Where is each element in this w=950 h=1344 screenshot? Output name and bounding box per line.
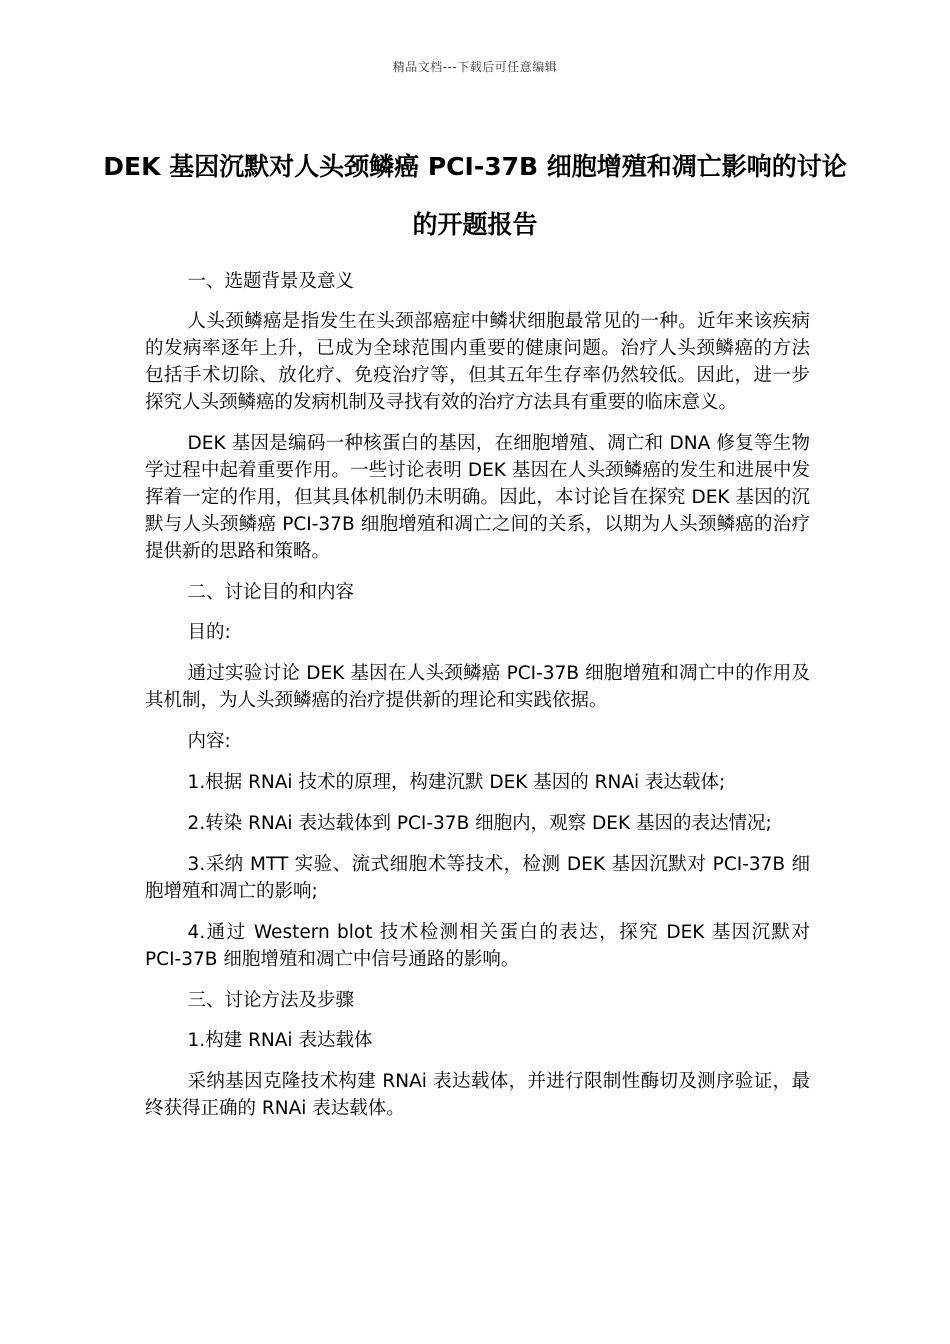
document-body — [145, 268, 810, 1136]
content-item-3: 3.采纳 MTT 实验、流式细胞术等技术，检测 DEK 基因沉默对 PCI-37B 细胞增殖和凋亡的影响; — [145, 854, 810, 902]
section1-paragraph-1: 人头颈鳞癌是指发生在头颈部癌症中鳞状细胞最常见的一种。近年来该疾病的发病率逐年上升，已成为全球范围内重要的健康问题。治疗人头颈鳞癌的方法包括手术切除、放化疗、免疫治疗等，但其五年生存率仍然较低。因此，进一步探究人头颈鳞癌的发病机制及寻找有效的治疗方法具有重要的临床意义。 — [145, 311, 810, 413]
header-note: 精品文档---下载后可任意编辑 — [392, 60, 558, 74]
step1-title: 1.构建 RNAi 表达载体 — [187, 1030, 373, 1051]
document-title: DEK 基因沉默对人头颈鳞癌 PCI-37B 细胞增殖和凋亡影响的讨论的开题报告 — [103, 152, 847, 239]
section3-heading: 三、讨论方法及步骤 — [187, 990, 355, 1011]
content-item-1: 1.根据 RNAi 技术的原理，构建沉默 DEK 基因的 RNAi 表达载体; — [187, 772, 726, 793]
section1-paragraph-2: DEK 基因是编码一种核蛋白的基因，在细胞增殖、凋亡和 DNA 修复等生物学过程中起着重要作用。一些讨论表明 DEK 基因在人头颈鳞癌的发生和进展中发挥着一定的作用，但其具体机制仍未明确。因此，本讨论旨在探究 DEK 基因的沉默与人头颈鳞癌 PCI-37B 细胞增殖和凋亡之间的关系，以期为人头颈鳞癌的治疗提供新的思路和策略。 — [145, 433, 810, 562]
section1-heading: 一、选题背景及意义 — [187, 271, 355, 292]
purpose-text: 通过实验讨论 DEK 基因在人头颈鳞癌 PCI-37B 细胞增殖和凋亡中的作用及其机制，为人头颈鳞癌的治疗提供新的理论和实践依据。 — [145, 663, 810, 711]
purpose-label: 目的: — [187, 622, 231, 643]
step1-text: 采纳基因克隆技术构建 RNAi 表达载体，并进行限制性酶切及测序验证，最终获得正确的 RNAi 表达载体。 — [145, 1071, 810, 1119]
content-label: 内容: — [187, 731, 231, 752]
section2-heading: 二、讨论目的和内容 — [187, 582, 355, 603]
content-item-2: 2.转染 RNAi 表达载体到 PCI-37B 细胞内，观察 DEK 基因的表达情况; — [187, 813, 772, 834]
content-item-4: 4.通过 Western blot 技术检测相关蛋白的表达，探究 DEK 基因沉默对 PCI-37B 细胞增殖和凋亡中信号通路的影响。 — [145, 922, 810, 970]
